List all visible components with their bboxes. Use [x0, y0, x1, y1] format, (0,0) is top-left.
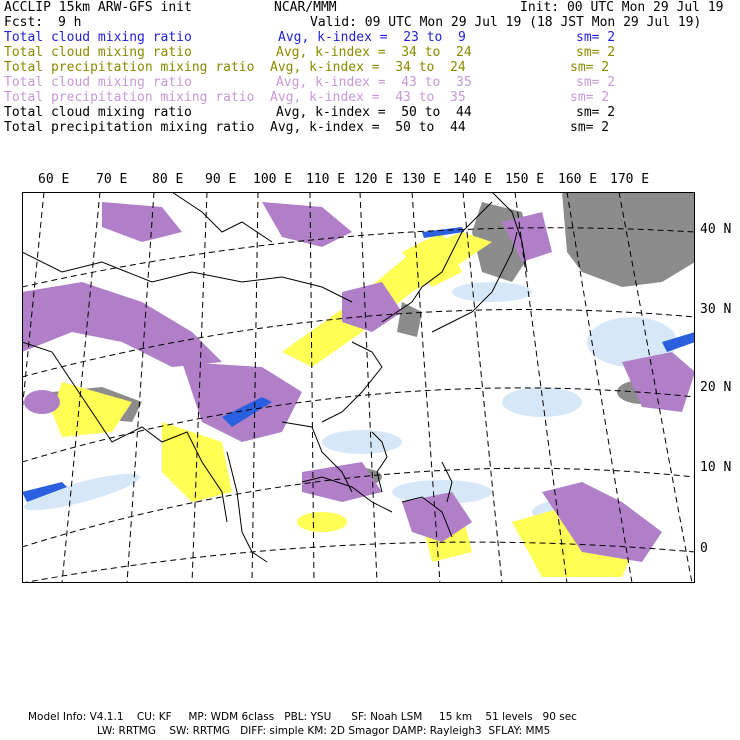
legend-sm: sm= 2 — [570, 120, 610, 135]
lon-label: 130 E — [402, 172, 442, 187]
legend-sm: sm= 2 — [576, 45, 616, 60]
run-title: ACCLIP 15km ARW-GFS init — [4, 0, 192, 15]
valid-time: Valid: 09 UTC Mon 29 Jul 19 (18 JST Mon 29 Jul 19) — [310, 15, 702, 30]
legend-name: Total precipitation mixing ratio — [4, 60, 255, 75]
legend-avg: Avg, k-index = 34 to 24 — [276, 45, 472, 60]
lon-label: 170 E — [610, 172, 650, 187]
fcst-value: 9 h — [58, 15, 82, 30]
lon-label: 70 E — [96, 172, 128, 187]
lon-label: 120 E — [354, 172, 394, 187]
legend-avg: Avg, k-index = 50 to 44 — [270, 120, 466, 135]
model-info-line2: LW: RRTMG SW: RRTMG DIFF: simple KM: 2D Smagor DAMP: Rayleigh3 SFLAY: MM5 — [97, 725, 551, 737]
legend-name: Total precipitation mixing ratio — [4, 90, 255, 105]
lon-label: 110 E — [306, 172, 346, 187]
legend-sm: sm= 2 — [570, 90, 610, 105]
legend-name: Total cloud mixing ratio — [4, 105, 192, 120]
legend-avg: Avg, k-index = 43 to 35 — [270, 90, 466, 105]
lat-label: 0 — [700, 541, 708, 556]
init-time: Init: 00 UTC Mon 29 Jul 19 — [520, 0, 724, 15]
legend-sm: sm= 2 — [576, 105, 616, 120]
lat-label: 40 N — [700, 222, 732, 237]
legend-name: Total cloud mixing ratio — [4, 75, 192, 90]
lat-label: 30 N — [700, 302, 732, 317]
legend-name: Total precipitation mixing ratio — [4, 120, 255, 135]
lon-label: 150 E — [505, 172, 545, 187]
legend-sm: sm= 2 — [576, 75, 616, 90]
legend-name: Total cloud mixing ratio — [4, 30, 192, 45]
lon-label: 60 E — [38, 172, 70, 187]
lon-label: 140 E — [453, 172, 493, 187]
lon-label: 90 E — [205, 172, 237, 187]
lat-label: 20 N — [700, 380, 732, 395]
forecast-map — [22, 192, 695, 583]
org-label: NCAR/MMM — [274, 0, 337, 15]
fcst-label: Fcst: — [4, 15, 44, 30]
legend-avg: Avg, k-index = 50 to 44 — [276, 105, 472, 120]
lon-label: 100 E — [253, 172, 293, 187]
legend-name: Total cloud mixing ratio — [4, 45, 192, 60]
legend-avg: Avg, k-index = 43 to 35 — [276, 75, 472, 90]
legend-sm: sm= 2 — [576, 30, 616, 45]
lat-label: 10 N — [700, 460, 732, 475]
model-info-line1: Model Info: V4.1.1 CU: KF MP: WDM 6class PBL: YSU SF: Noah LSM 15 km 51 levels 90 sec — [28, 711, 577, 723]
lon-label: 80 E — [152, 172, 184, 187]
lon-label: 160 E — [558, 172, 598, 187]
legend-avg: Avg, k-index = 23 to 9 — [278, 30, 466, 45]
legend-sm: sm= 2 — [570, 60, 610, 75]
legend-avg: Avg, k-index = 34 to 24 — [270, 60, 466, 75]
